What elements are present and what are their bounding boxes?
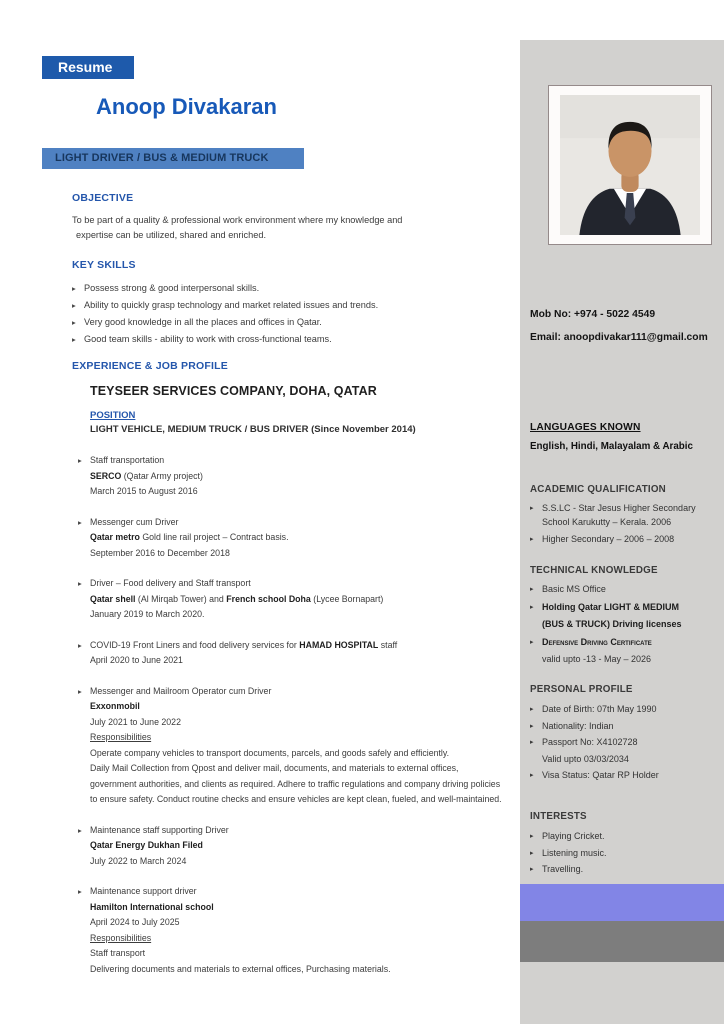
skill-text: Good team skills - ability to work with cross-functional teams. [84,334,332,344]
org-detail: (Qatar Army project) [121,470,203,481]
profile-photo [548,85,712,245]
bullet-arrow-icon: ▸ [78,579,82,588]
job-organization [90,699,524,715]
main-content [72,192,524,992]
bullet-arrow-icon: ▸ [530,586,534,593]
bullet-arrow-icon: ▸ [530,833,534,840]
technical-section [530,565,718,671]
responsibilities-label: Responsibilities [90,732,152,742]
languages-value: English, Hindi, Malayalam & Arabic [530,441,693,452]
org-name: HAMAD HOSPITAL [299,639,379,650]
bullet-arrow-icon: ▸ [78,887,82,896]
job-title: Driver – Food delivery and Staff transport [90,578,251,588]
bullet-arrow-icon: ▸ [72,335,76,344]
academic-item [530,533,718,547]
technical-text: Basic MS Office [542,584,606,594]
bullet-arrow-icon: ▸ [530,505,534,512]
responsibility-line: government authorities, and clients as required. Adhere to traffic regulations and company driving policies [90,778,501,789]
bullet-arrow-icon: ▸ [78,825,82,835]
personal-heading: PERSONAL PROFILE [530,684,633,695]
job-period: April 2024 to July 2025 [90,917,180,927]
job-organization [90,900,524,916]
profile-photo-illustration [560,94,700,236]
skill-item [72,331,524,348]
personal-item [530,768,718,784]
job-organization [90,469,524,485]
job-title-text: staff [378,639,398,650]
org-name: Qatar Energy Dukhan Filed [90,840,203,850]
languages-section [530,422,718,452]
job-title-bar: LIGHT DRIVER / BUS & MEDIUM TRUCK [42,148,304,169]
job-period: July 2021 to June 2022 [90,716,181,727]
personal-item [530,702,718,718]
technical-item [530,636,718,650]
experience-entry [78,884,524,977]
technical-text-continued: (BUS & TRUCK) Driving licenses [542,619,682,629]
interest-text: Travelling. [542,864,584,874]
org-name: SERCO [90,470,122,481]
email-address: Email: anoopdivakar111@gmail.com [530,332,708,343]
experience-entry [78,823,524,870]
technical-item [530,583,718,597]
skill-text: Possess strong & good interpersonal skills. [84,283,260,293]
interest-item [530,862,718,878]
skill-text: Ability to quickly grasp technology and market related issues and trends. [84,300,379,310]
org-name: French school Doha [226,593,311,604]
org-detail: (Lycee Bornapart) [310,593,384,604]
personal-item-continued: Valid upto 03/03/2034 [542,753,629,764]
technical-text: Defensive Driving Certificate [542,636,652,647]
experience-entry [78,638,524,669]
job-title-text: COVID-19 Front Liners and food delivery services for [90,639,300,650]
experience-entry [78,684,524,808]
company-name: TEYSEER SERVICES COMPANY, DOHA, QATAR [90,384,377,398]
job-title: Messenger and Mailroom Operator cum Driver [90,685,272,696]
bullet-arrow-icon: ▸ [72,284,76,293]
bullet-arrow-icon: ▸ [72,301,76,310]
candidate-name: Anoop Divakaran [96,94,277,119]
objective-heading: OBJECTIVE [72,192,134,204]
bullet-arrow-icon: ▸ [530,866,534,873]
job-title [90,638,397,654]
org-name: Qatar metro [90,532,140,542]
interests-heading: INTERESTS [530,811,587,822]
experience-entry [78,576,524,623]
personal-section [530,684,718,785]
job-period: January 2019 to March 2020. [90,609,205,619]
footer-accent-gray-bar [520,921,724,962]
interest-item [530,846,718,862]
contact-block [530,303,718,349]
skill-text: Very good knowledge in all the places and offices in Qatar. [84,317,322,327]
academic-section [530,484,718,551]
org-detail: Gold line rail project – Contract basis. [139,532,289,542]
org-detail: (Al Mirqab Tower) and [135,593,227,604]
bullet-arrow-icon: ▸ [78,517,82,527]
org-name: Qatar shell [90,593,136,604]
personal-item [530,719,718,735]
responsibilities-label: Responsibilities [90,932,152,943]
position-label: POSITION [90,410,136,421]
personal-text: Date of Birth: 07th May 1990 [542,704,657,714]
objective-text [72,213,524,243]
footer-accent-purple-bar [520,884,724,921]
interest-text: Playing Cricket. [542,831,605,841]
technical-item [530,601,718,615]
academic-heading: ACADEMIC QUALIFICATION [530,484,666,495]
skill-item [72,297,524,314]
bullet-arrow-icon: ▸ [78,686,82,696]
personal-item [530,735,718,751]
bullet-arrow-icon: ▸ [530,772,534,779]
academic-text: S.S.LC - Star Jesus Higher Secondary School Karukutty – Kerala. 2006 [542,503,696,527]
experience-entry [78,453,524,500]
bullet-arrow-icon: ▸ [530,706,534,713]
bullet-arrow-icon: ▸ [530,849,534,857]
bullet-arrow-icon: ▸ [78,456,82,465]
responsibility-line: Delivering documents and materials to external offices, Purchasing materials. [90,963,391,974]
personal-text: Visa Status: Qatar RP Holder [542,770,659,780]
org-name: Hamilton International school [90,901,214,912]
responsibility-line: Operate company vehicles to transport documents, parcels, and goods safely and efficiently. [90,747,450,758]
technical-heading: TECHNICAL KNOWLEDGE [530,565,658,576]
languages-heading: LANGUAGES KNOWN [530,422,641,433]
job-organization [90,592,524,608]
job-title: Staff transportation [90,455,165,465]
job-title: Maintenance support driver [90,886,197,896]
sidebar [520,40,724,1024]
interest-item [530,829,718,845]
responsibility-line: to ensure safety. Conduct routine checks and ensure vehicles are kept clean, fueled, and well-maintained. [90,794,502,804]
job-organization [90,838,524,854]
objective-line: expertise can be utilized, shared and enriched. [76,230,266,240]
responsibility-line: Daily Mail Collection from Qpost and deliver mail, documents, and materials to external offices, [90,763,459,773]
job-period: July 2022 to March 2024 [90,855,187,866]
job-title: Maintenance staff supporting Driver [90,824,229,835]
job-period: April 2020 to June 2021 [90,655,183,665]
job-period: March 2015 to August 2016 [90,486,198,496]
phone-number: Mob No: +974 - 5022 4549 [530,309,656,320]
key-skills-heading: KEY SKILLS [72,259,136,271]
bullet-arrow-icon: ▸ [530,638,534,646]
skill-item [72,314,524,331]
academic-item [530,502,718,529]
bullet-arrow-icon: ▸ [72,318,76,327]
technical-text-continued: valid upto -13 - May – 2026 [542,654,652,664]
bullet-arrow-icon: ▸ [78,640,82,650]
academic-text: Higher Secondary – 2006 – 2008 [542,534,675,544]
position-title: LIGHT VEHICLE, MEDIUM TRUCK / BUS DRIVER (Since November 2014) [90,424,416,435]
job-organization [90,530,524,546]
interests-section [530,811,718,879]
bullet-arrow-icon: ▸ [530,536,534,543]
job-period: September 2016 to December 2018 [90,547,230,558]
experience-entry [78,515,524,562]
org-name: Exxonmobil [90,701,140,711]
resume-badge: Resume [42,56,134,79]
technical-text: Holding Qatar LIGHT & MEDIUM [542,601,679,612]
objective-line: To be part of a quality & professional work environment where my knowledge and [72,215,403,225]
bullet-arrow-icon: ▸ [530,603,534,611]
bullet-arrow-icon: ▸ [530,739,534,746]
skill-item [72,280,524,297]
personal-text: Passport No: X4102728 [542,737,638,747]
personal-text: Nationality: Indian [542,720,614,731]
experience-heading: EXPERIENCE & JOB PROFILE [72,360,228,372]
interest-text: Listening music. [542,847,607,858]
responsibility-line: Staff transport [90,948,146,958]
job-title: Messenger cum Driver [90,516,179,527]
bullet-arrow-icon: ▸ [530,722,534,730]
key-skills-list [72,280,524,348]
